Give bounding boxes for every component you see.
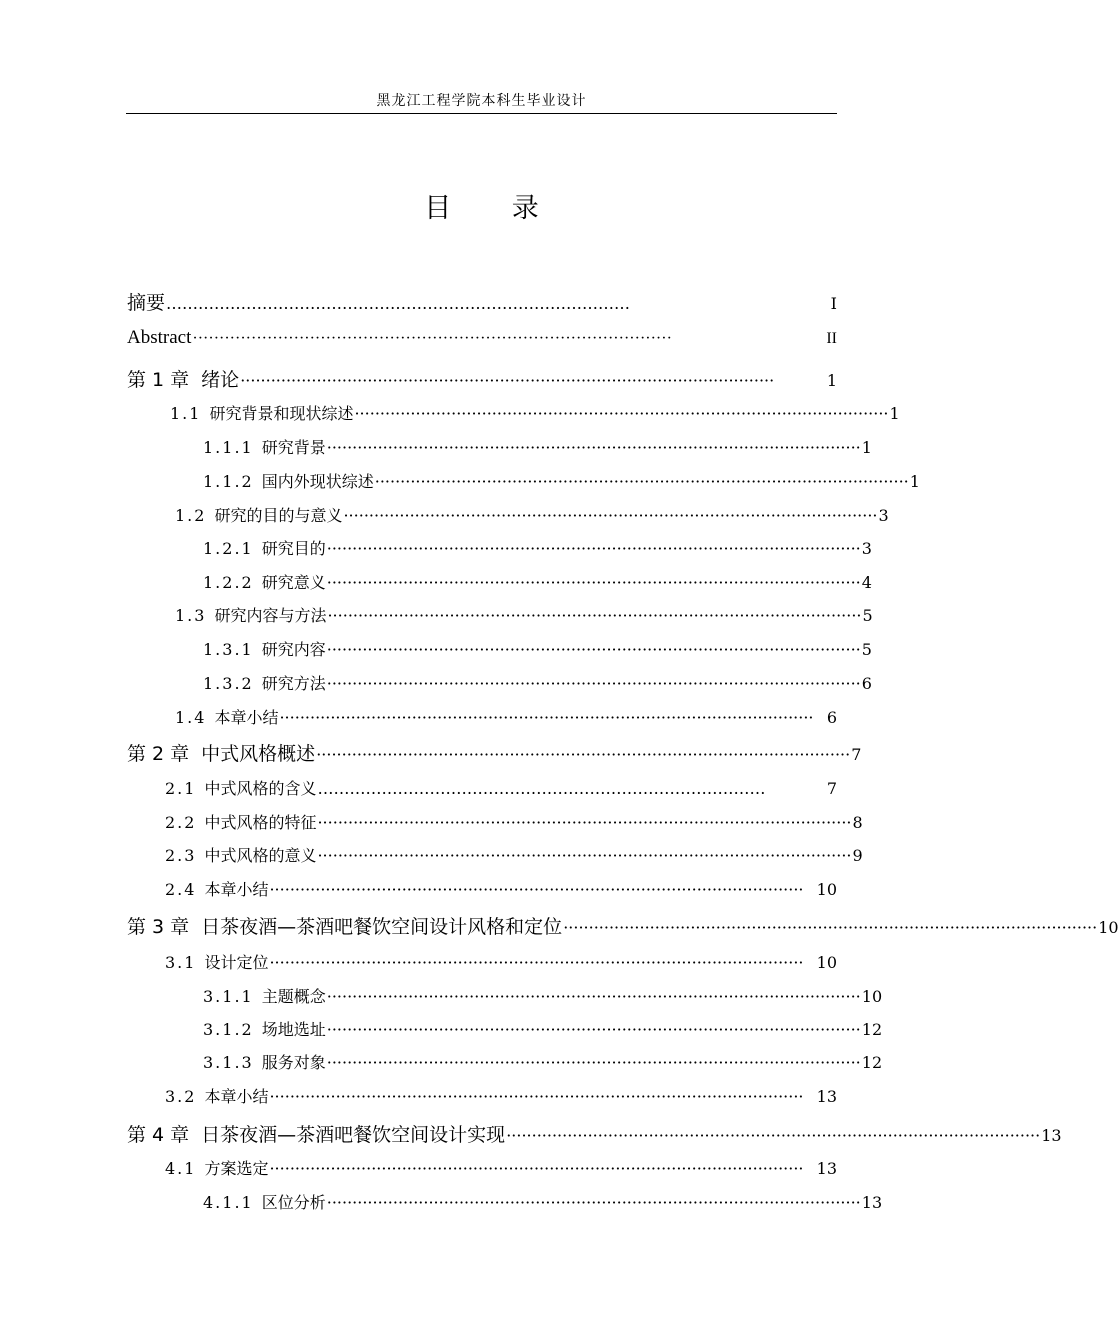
- toc-entry[interactable]: [203, 536, 872, 559]
- toc-entry-text: 研究内容与方法: [214, 606, 327, 625]
- toc-page-number: 6: [826, 708, 837, 727]
- toc-leader-dots: ··························································································: [192, 330, 672, 347]
- toc-page-number: 1: [909, 472, 920, 491]
- toc-leader-dots: ·········································································································: [326, 987, 861, 1006]
- toc-entry-text: 设计定位: [204, 953, 269, 972]
- toc-page-number: 1: [826, 371, 837, 390]
- toc-entry-number: 1.2: [175, 506, 207, 525]
- toc-entry[interactable]: [165, 776, 837, 799]
- toc-entry-text: Abstract: [127, 327, 192, 348]
- toc-page-number: 7: [851, 745, 862, 764]
- toc-entry-number: 1.1.1: [203, 438, 254, 457]
- toc-entry-text: 方案选定: [204, 1159, 269, 1178]
- toc-entry[interactable]: [203, 435, 872, 458]
- toc-entry[interactable]: [127, 739, 862, 766]
- toc-leader-dots: ·········································································································: [326, 1020, 861, 1039]
- toc-entry[interactable]: [165, 1156, 837, 1179]
- toc-page-number: 12: [861, 1053, 883, 1072]
- toc-entry-number: 1.3.1: [203, 640, 254, 659]
- toc-page-number: 10: [816, 880, 837, 899]
- toc-entry-number: 1.3.2: [203, 674, 254, 693]
- toc-entry-text: 中式风格的特征: [204, 813, 317, 832]
- toc-entry-number: 第 4 章: [127, 1124, 190, 1146]
- toc-leader-dots: ·········································································································: [343, 506, 878, 525]
- toc-entry[interactable]: [203, 984, 883, 1007]
- toc-entry-label: [127, 912, 562, 939]
- toc-leader-dots: ·········································································································: [269, 953, 804, 972]
- toc-entry-text: 本章小结: [204, 1087, 269, 1106]
- toc-entry-label: [127, 739, 315, 766]
- toc-entry-label: [165, 776, 316, 799]
- toc-entry[interactable]: [175, 603, 873, 626]
- toc-page-number: 13: [816, 1087, 837, 1106]
- toc-page-number: 13: [1041, 1126, 1062, 1145]
- toc-leader-dots: ·········································································································: [563, 918, 1098, 937]
- toc-page-number: 5: [862, 606, 873, 625]
- toc-entry-text: 国内外现状综述: [261, 472, 374, 491]
- header-rule: [126, 113, 837, 114]
- toc-entry-text: 本章小结: [214, 708, 279, 727]
- toc-page-number: 13: [861, 1193, 883, 1212]
- toc-leader-dots: ·········································································································: [326, 539, 861, 558]
- toc-entry-number: 2.4: [165, 880, 197, 899]
- toc-leader-dots: ·········································································································: [279, 708, 814, 727]
- toc-entry-text: 服务对象: [261, 1053, 326, 1072]
- toc-page-number: 12: [861, 1020, 883, 1039]
- toc-entry-text: 日茶夜酒—茶酒吧餐饮空间设计风格和定位: [201, 916, 563, 938]
- toc-entry-text: 本章小结: [204, 880, 269, 899]
- toc-entry-text: 区位分析: [261, 1193, 326, 1212]
- toc-page-number: 1: [861, 438, 872, 457]
- toc-page-number: 5: [861, 640, 872, 659]
- toc-page-number: 4: [861, 573, 872, 592]
- toc-entry-label: [203, 637, 326, 660]
- toc-entry-label: [165, 950, 268, 973]
- toc-entry-number: 第 3 章: [127, 916, 190, 938]
- toc-leader-dots: ·········································································································: [269, 1087, 804, 1106]
- toc-entry[interactable]: [127, 912, 1119, 939]
- toc-entry-label: [165, 843, 316, 866]
- toc-entry-number: 3.1: [165, 953, 197, 972]
- toc-leader-dots: ·········································································································: [326, 438, 861, 457]
- toc-leader-dots: ·········································································································: [269, 1159, 804, 1178]
- toc-entry-label: [203, 570, 326, 593]
- toc-entry-label: [203, 671, 326, 694]
- toc-page-number: 3: [861, 539, 872, 558]
- toc-leader-dots: ·········································································································: [317, 846, 852, 865]
- toc-page-number: 8: [852, 813, 863, 832]
- toc-leader-dots: ·········································································································: [326, 1193, 861, 1212]
- toc-entry-number: 2.1: [165, 779, 197, 798]
- toc-entry-text: 研究内容: [261, 640, 326, 659]
- toc-entry-label: [165, 810, 316, 833]
- toc-entry-number: 第 2 章: [127, 743, 190, 765]
- toc-entry[interactable]: [127, 288, 837, 315]
- toc-entry-label: [175, 705, 278, 728]
- toc-entry-text: 中式风格的意义: [204, 846, 317, 865]
- toc-page-number: 10: [861, 987, 883, 1006]
- toc-entry-label: [203, 984, 326, 1007]
- toc-leader-dots: ·········································································································: [317, 813, 852, 832]
- toc-entry[interactable]: [175, 503, 889, 526]
- toc-entry-number: 3.1.1: [203, 987, 254, 1006]
- toc-leader-dots: ·········································································································: [269, 880, 804, 899]
- toc-entry[interactable]: [127, 365, 837, 392]
- toc-page-number: 3: [878, 506, 889, 525]
- toc-entry-number: 3.1.3: [203, 1053, 254, 1072]
- toc-page-number: 10: [816, 953, 837, 972]
- toc-leader-dots: ·········································································································: [326, 573, 861, 592]
- toc-page-number: II: [826, 330, 837, 347]
- toc-leader-dots: ·········································································································: [316, 745, 851, 764]
- toc-entry[interactable]: [127, 1120, 1062, 1147]
- toc-entry-label: [203, 536, 326, 559]
- toc-entry-number: 3.2: [165, 1087, 197, 1106]
- toc-entry-label: [203, 469, 374, 492]
- toc-page-number: 13: [816, 1159, 837, 1178]
- toc-entry-label: [203, 1017, 326, 1040]
- toc-entry-text: 中式风格的含义: [204, 779, 317, 798]
- toc-entry[interactable]: [203, 469, 920, 492]
- toc-leader-dots: ·········································································································: [326, 1053, 861, 1072]
- toc-entry-label: [203, 435, 326, 458]
- toc-entry-text: 主题概念: [261, 987, 326, 1006]
- toc-entry-text: 绪论: [201, 369, 240, 391]
- toc-leader-dots: ·········································································································: [240, 371, 775, 390]
- toc-entry-number: 2.2: [165, 813, 197, 832]
- toc-entry[interactable]: [165, 877, 837, 900]
- toc-entry-label: [127, 327, 191, 349]
- toc-entry-label: [127, 1120, 505, 1147]
- toc-entry[interactable]: [203, 637, 872, 660]
- toc-entry-text: 研究背景和现状综述: [209, 404, 354, 423]
- toc-leader-dots: ·········································································································: [326, 674, 861, 693]
- toc-leader-dots: ……………………………………………………………………………: [166, 294, 631, 313]
- toc-entry-text: 研究目的: [261, 539, 326, 558]
- toc-entry-label: [175, 603, 326, 626]
- toc-entry[interactable]: [170, 401, 900, 424]
- page-header: 黑龙江工程学院本科生毕业设计: [376, 93, 587, 109]
- toc-entry-label: [170, 401, 353, 424]
- toc-entry-label: [203, 1190, 326, 1213]
- toc-entry-number: 1.1: [170, 404, 202, 423]
- toc-page-number: 7: [826, 779, 837, 798]
- toc-page-number: 1: [889, 404, 900, 423]
- toc-entry-number: 第 1 章: [127, 369, 190, 391]
- toc-page-number: I: [830, 294, 837, 313]
- toc-entry-label: [127, 365, 239, 392]
- toc-leader-dots: ·········································································································: [326, 640, 861, 659]
- toc-entry-text: 中式风格概述: [201, 743, 316, 765]
- toc-entry-number: 1.2.2: [203, 573, 254, 592]
- toc-entry-text: 研究背景: [261, 438, 326, 457]
- toc-entry-text: 研究意义: [261, 573, 326, 592]
- toc-entry-text: 研究方法: [261, 674, 326, 693]
- toc-entry-text: 日茶夜酒—茶酒吧餐饮空间设计实现: [201, 1124, 506, 1146]
- toc-title: 目 录: [424, 193, 565, 224]
- toc-page-number: 9: [852, 846, 863, 865]
- toc-entry[interactable]: [203, 1190, 883, 1213]
- toc-entry-label: [165, 877, 268, 900]
- toc-entry[interactable]: [127, 327, 837, 349]
- toc-entry-number: 4.1.1: [203, 1193, 254, 1212]
- toc-page-number: 10: [1098, 918, 1119, 937]
- toc-page-number: 6: [861, 674, 872, 693]
- toc-entry-number: 1.1.2: [203, 472, 254, 491]
- toc-entry[interactable]: [203, 1017, 883, 1040]
- toc-leader-dots: …………………………………………………………………………: [317, 779, 766, 798]
- toc-leader-dots: ·········································································································: [374, 472, 909, 491]
- toc-leader-dots: ·········································································································: [354, 404, 889, 423]
- toc-entry-text: 场地选址: [261, 1020, 326, 1039]
- toc-entry-text: 研究的目的与意义: [214, 506, 343, 525]
- toc-entry[interactable]: [203, 671, 872, 694]
- toc-entry-label: [165, 1084, 268, 1107]
- toc-entry-label: [203, 1050, 326, 1073]
- toc-entry-text: 摘要: [127, 292, 166, 314]
- toc-entry[interactable]: [203, 1050, 883, 1073]
- toc-entry-number: 3.1.2: [203, 1020, 254, 1039]
- toc-leader-dots: ·········································································································: [327, 606, 862, 625]
- toc-entry-number: 4.1: [165, 1159, 197, 1178]
- toc-entry-label: [165, 1156, 268, 1179]
- toc-entry[interactable]: [165, 843, 863, 866]
- toc-leader-dots: ·········································································································: [506, 1126, 1041, 1145]
- toc-entry-number: 1.3: [175, 606, 207, 625]
- toc-entry[interactable]: [175, 705, 837, 728]
- toc-entry[interactable]: [203, 570, 872, 593]
- toc-entry-label: [175, 503, 342, 526]
- toc-entry-label: [127, 288, 165, 315]
- toc-entry-number: 1.2.1: [203, 539, 254, 558]
- toc-entry-number: 1.4: [175, 708, 207, 727]
- toc-entry[interactable]: [165, 1084, 837, 1107]
- toc-entry[interactable]: [165, 810, 863, 833]
- toc-entry-number: 2.3: [165, 846, 197, 865]
- toc-entry[interactable]: [165, 950, 837, 973]
